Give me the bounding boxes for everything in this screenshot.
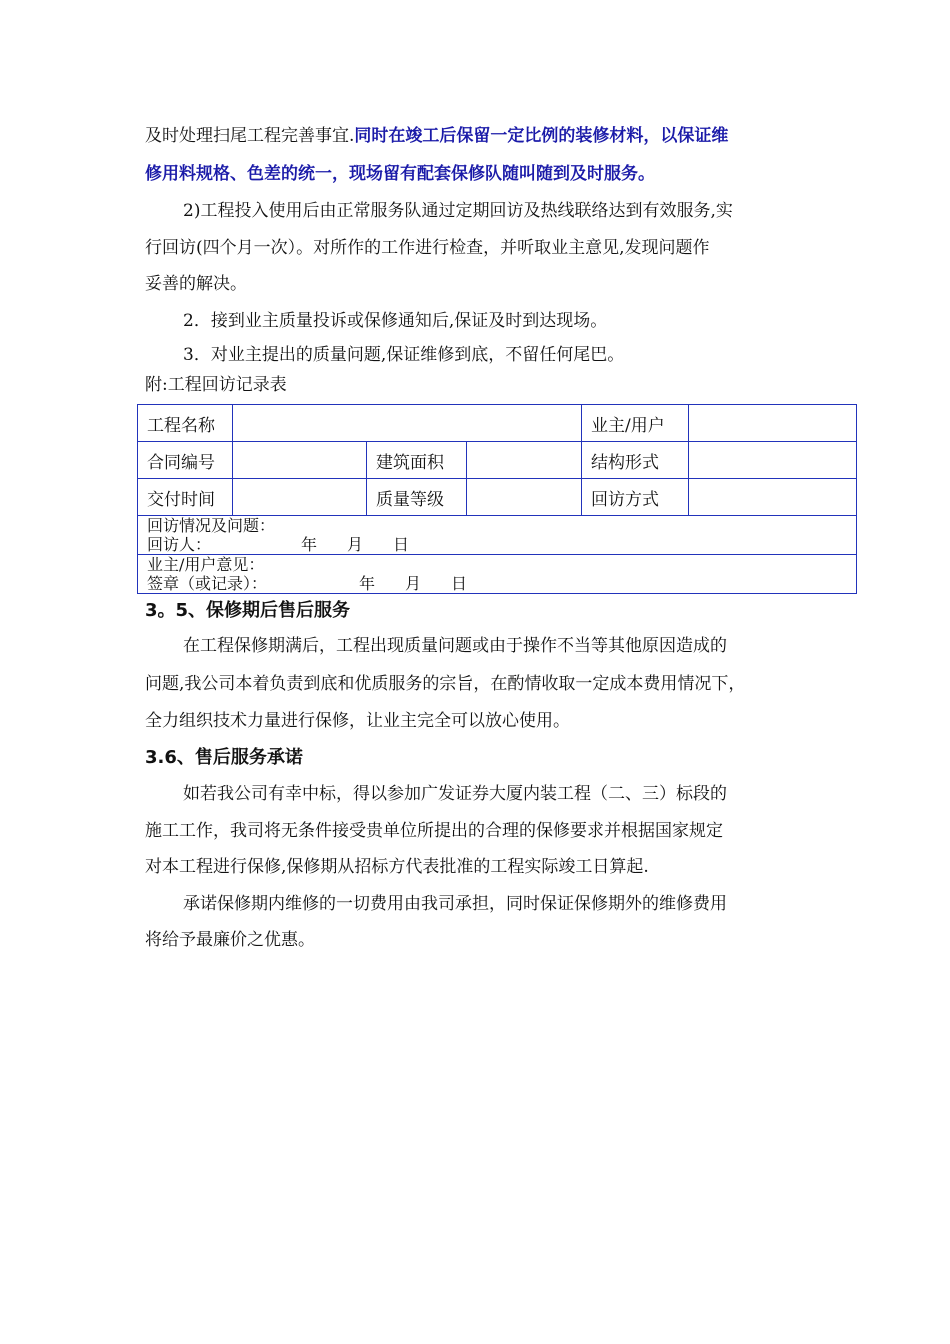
paragraph-line: 对本工程进行保修,保修期从招标方代表批准的工程实际竣工日算起. [145,857,649,877]
day-label: 日 [451,574,468,593]
table-row [138,555,857,594]
paragraph-line: 妥善的解决。 [145,274,247,294]
visitor-label: 回访人： [147,535,212,554]
visit-situation-label: 回访情况及问题： [147,516,276,535]
label-cell: 合同编号 [138,442,233,479]
paragraph-line: 全力组织技术力量进行保修，让业主完全可以放心使用。 [145,711,570,731]
section-heading: 3.6、售后服务承诺 [145,747,303,768]
label-cell: 工程名称 [138,405,233,442]
signature-line [147,574,856,593]
paragraph-line: 将给予最廉价之优惠。 [145,930,315,950]
label-cell: 结构形式 [582,442,689,479]
table-row [138,479,857,516]
table-caption: 附:工程回访记录表 [145,375,287,395]
visit-record-table [137,404,857,594]
paragraph-line: 问题,我公司本着负责到底和优质服务的宗旨，在酌情收取一定成本费用情况下， [145,674,746,694]
highlighted-line: 修用料规格、色差的统一，现场留有配套保修队随叫随到及时服务。 [145,164,655,184]
value-cell [233,405,582,442]
plain-text: 及时处理扫尾工程完善事宜. [145,126,355,146]
label-cell: 质量等级 [367,479,467,516]
highlighted-text: 同时在竣工后保留一定比例的装修材料，以保证维 [354,126,729,146]
owner-opinion-cell [138,555,857,594]
paragraph-line: 行回访(四个月一次）。对所作的工作进行检查，并听取业主意见,发现问题作 [145,238,710,258]
value-cell [689,405,857,442]
section-heading: 3。5、保修期后售后服务 [145,600,351,621]
label-cell: 交付时间 [138,479,233,516]
value-cell [467,479,582,516]
label-cell: 回访方式 [582,479,689,516]
paragraph-line: 2)工程投入使用后由正常服务队通过定期回访及热线联络达到有效服务,实 [183,201,733,221]
paragraph-line: 施工工作，我司将无条件接受贵单位所提出的合理的保修要求并根据国家规定 [145,821,723,841]
visit-situation-cell [138,516,857,555]
value-cell [233,479,367,516]
year-label: 年 [301,535,318,554]
year-label: 年 [359,574,376,593]
table-row [138,442,857,479]
paragraph-line: 如若我公司有幸中标，得以参加广发证券大厦内装工程（二、三）标段的 [183,784,727,804]
table-row [138,516,857,555]
owner-opinion-label: 业主/用户意见： [147,555,265,574]
value-cell [689,442,857,479]
month-label: 月 [347,535,364,554]
label-cell: 建筑面积 [367,442,467,479]
label-cell: 业主/用户 [582,405,689,442]
paragraph-line: 在工程保修期满后，工程出现质量问题或由于操作不当等其他原因造成的 [183,636,727,656]
paragraph-line [145,125,728,147]
table-row [138,405,857,442]
day-label: 日 [393,535,410,554]
month-label: 月 [405,574,422,593]
value-cell [689,479,857,516]
paragraph-line: 2．接到业主质量投诉或保修通知后,保证及时到达现场。 [183,311,608,331]
paragraph-line: 3．对业主提出的质量问题,保证维修到底，不留任何尾巴。 [183,345,625,365]
visitor-line [147,535,856,554]
value-cell [233,442,367,479]
paragraph-line: 承诺保修期内维修的一切费用由我司承担，同时保证保修期外的维修费用 [183,894,727,914]
value-cell [467,442,582,479]
signature-label: 签章（或记录）： [147,574,268,593]
